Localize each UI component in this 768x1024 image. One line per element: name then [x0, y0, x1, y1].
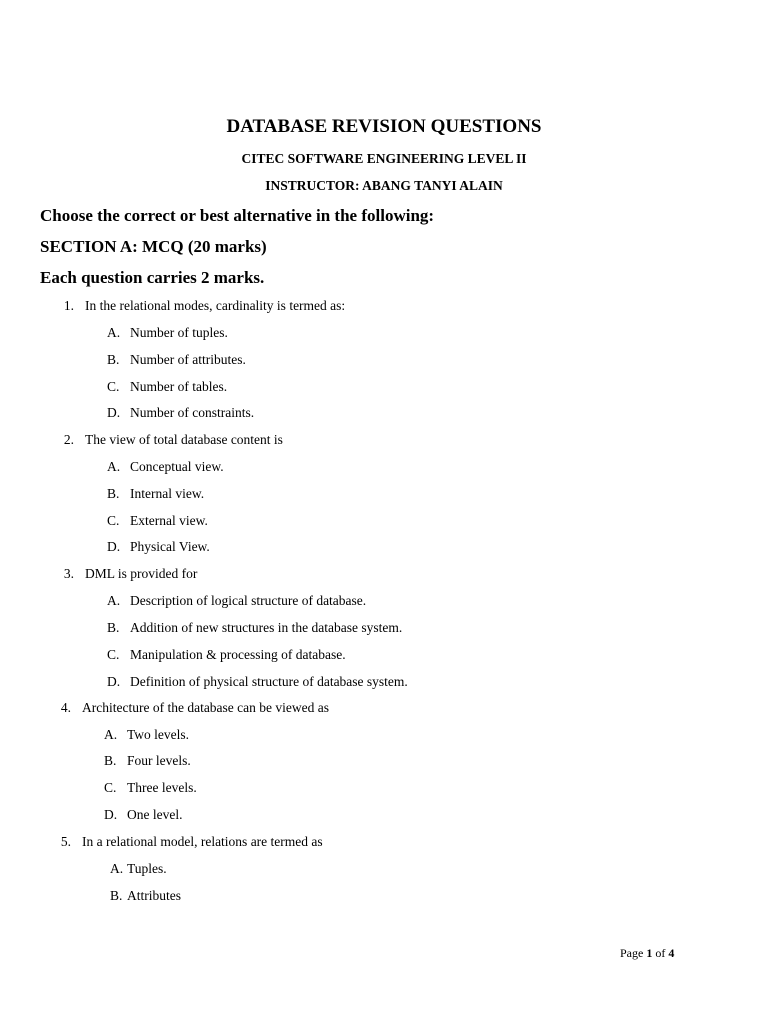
option-letter: C. — [107, 379, 120, 394]
page-label: Page — [620, 946, 644, 960]
page-number-footer — [620, 946, 674, 961]
option-text: Three levels. — [127, 780, 197, 795]
option-letter: A. — [107, 325, 121, 340]
option-text: Four levels. — [127, 753, 191, 768]
marks-note-heading: Each question carries 2 marks. — [40, 268, 265, 287]
option-text: Number of tuples. — [130, 325, 228, 340]
question-number: 3. — [63, 566, 74, 581]
section-heading: SECTION A: MCQ (20 marks) — [40, 237, 267, 256]
option-text: Number of constraints. — [130, 405, 255, 420]
option-text: Manipulation & processing of database. — [130, 647, 346, 662]
current-page-number: 1 — [646, 946, 653, 960]
option-text: Two levels. — [127, 727, 190, 742]
question-number: 1. — [63, 298, 74, 313]
question-text: DML is provided for — [85, 566, 198, 581]
option-letter: B. — [107, 620, 120, 635]
instruction-heading: Choose the correct or best alternative in the following: — [40, 206, 435, 225]
option-letter: D. — [107, 674, 121, 689]
option-letter: A. — [107, 459, 121, 474]
option-letter: C. — [104, 780, 117, 795]
option-text: Internal view. — [130, 486, 205, 501]
question-number: 5. — [60, 834, 71, 849]
option-text: Number of attributes. — [130, 352, 246, 367]
instructor-subtitle: INSTRUCTOR: ABANG TANYI ALAIN — [265, 178, 503, 193]
total-pages-number: 4 — [668, 946, 675, 960]
question-text: In a relational model, relations are termed as — [82, 834, 323, 849]
option-letter: B. — [107, 352, 120, 367]
of-label: of — [655, 946, 666, 960]
document-title: DATABASE REVISION QUESTIONS — [226, 116, 542, 137]
option-letter: A. — [107, 593, 121, 608]
option-text: Number of tables. — [130, 379, 228, 394]
option-letter: D. — [107, 539, 121, 554]
question-text: Architecture of the database can be viewed as — [82, 700, 330, 715]
option-text: Attributes — [127, 888, 181, 903]
option-text: Addition of new structures in the database system. — [130, 620, 403, 635]
option-text: One level. — [127, 807, 183, 822]
course-subtitle: CITEC SOFTWARE ENGINEERING LEVEL II — [241, 151, 527, 166]
option-letter: A. — [104, 727, 118, 742]
question-number: 2. — [63, 432, 74, 447]
question-number: 4. — [60, 700, 71, 715]
question-text: In the relational modes, cardinality is termed as: — [85, 298, 346, 313]
option-letter: B. — [110, 888, 123, 903]
option-text: Physical View. — [130, 539, 210, 554]
option-letter: C. — [107, 647, 120, 662]
option-letter: C. — [107, 513, 120, 528]
option-letter: D. — [104, 807, 118, 822]
option-text: Definition of physical structure of database system. — [130, 674, 408, 689]
option-letter: A. — [110, 861, 124, 876]
option-text: Description of logical structure of database. — [130, 593, 367, 608]
question-text: The view of total database content is — [85, 432, 283, 447]
option-letter: B. — [107, 486, 120, 501]
option-text: Conceptual view. — [130, 459, 224, 474]
option-text: External view. — [130, 513, 208, 528]
option-letter: B. — [104, 753, 117, 768]
option-text: Tuples. — [127, 861, 167, 876]
option-letter: D. — [107, 405, 121, 420]
